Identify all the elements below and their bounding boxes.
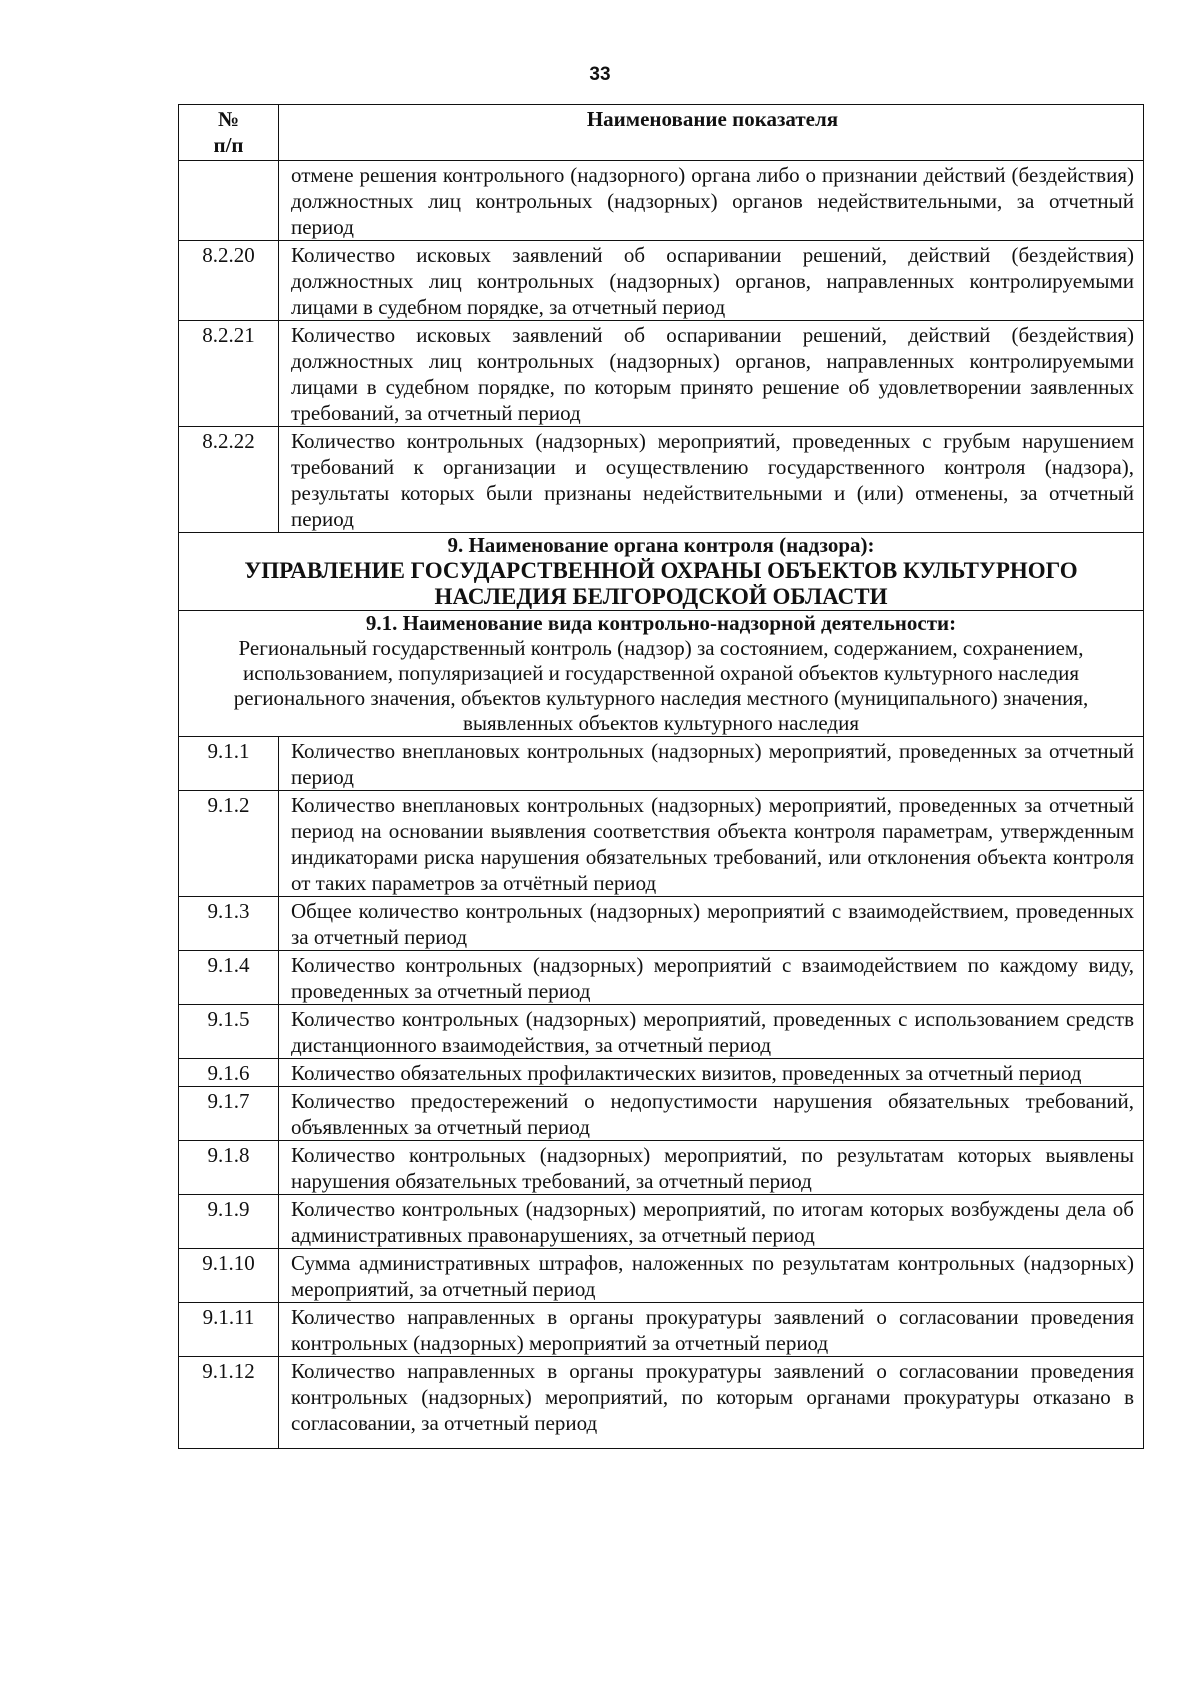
row-indicator-text: Общее количество контрольных (надзорных) мероприятий с взаимодействием, проведенных за отчетный период <box>279 897 1144 951</box>
row-indicator-text: Сумма административных штрафов, наложенных по результатам контрольных (надзорных) мероприятий, за отчетный период <box>279 1249 1144 1303</box>
table-row <box>179 321 1144 427</box>
row-indicator-text: Количество контрольных (надзорных) мероприятий с взаимодействием по каждому виду, проведенных за отчетный период <box>279 951 1144 1005</box>
subsection-text: Региональный государственный контроль (надзор) за состоянием, содержанием, сохранением, использованием, популяризацией и государственной охраной объектов культурного наследия регионального значения, объектов культурного наследия местного (муниципального) значения, выявленных объектов культурного наследия <box>233 636 1089 735</box>
row-indicator-text: Количество обязательных профилактических визитов, проведенных за отчетный период <box>279 1059 1144 1087</box>
row-indicator-text: Количество исковых заявлений об оспаривании решений, действий (бездействия) должностных лиц контрольных (надзорных) органов, направленных контролируемыми лицами в судебном порядке, по которым принято решение об удовлетворении заявленных требований, за отчетный период <box>279 321 1144 427</box>
section-organ-name: УПРАВЛЕНИЕ ГОСУДАРСТВЕННОЙ ОХРАНЫ ОБЪЕКТОВ КУЛЬТУРНОГО НАСЛЕДИЯ БЕЛГОРОДСКОЙ ОБЛАСТИ <box>244 558 1078 609</box>
table-row <box>179 1195 1144 1249</box>
table-row <box>179 1059 1144 1087</box>
row-number: 9.1.10 <box>179 1249 279 1303</box>
row-number: 8.2.20 <box>179 241 279 321</box>
row-number: 9.1.11 <box>179 1303 279 1357</box>
row-number: 9.1.1 <box>179 737 279 791</box>
section-title: 9. Наименование органа контроля (надзора): <box>447 533 875 557</box>
table-row <box>179 951 1144 1005</box>
table-row <box>179 1303 1144 1357</box>
table-row <box>179 791 1144 897</box>
header-name-cell: Наименование показателя <box>279 105 1144 161</box>
table-header-row <box>179 105 1144 161</box>
indicators-table-body <box>179 105 1144 1449</box>
row-indicator-text: Количество предостережений о недопустимости нарушения обязательных требований, объявленных за отчетный период <box>279 1087 1144 1141</box>
subsection-title: 9.1. Наименование вида контрольно-надзорной деятельности: <box>365 611 957 635</box>
subsection-header-row <box>179 611 1144 737</box>
row-number: 9.1.7 <box>179 1087 279 1141</box>
row-number: 9.1.6 <box>179 1059 279 1087</box>
row-number: 9.1.12 <box>179 1357 279 1449</box>
row-number <box>179 161 279 241</box>
row-number: 9.1.9 <box>179 1195 279 1249</box>
row-indicator-text: Количество внеплановых контрольных (надзорных) мероприятий, проведенных за отчетный период <box>279 737 1144 791</box>
table-row <box>179 1141 1144 1195</box>
table-row <box>179 1357 1144 1449</box>
row-number: 8.2.22 <box>179 427 279 533</box>
table-row <box>179 1249 1144 1303</box>
section-header-cell <box>179 533 1144 611</box>
table-row <box>179 897 1144 951</box>
row-indicator-text: Количество контрольных (надзорных) мероприятий, по результатам которых выявлены нарушения обязательных требований, за отчетный период <box>279 1141 1144 1195</box>
row-indicator-text: Количество контрольных (надзорных) мероприятий, проведенных с грубым нарушением требований к организации и осуществлению государственного контроля (надзора), результаты которых были признаны недействительными и (или) отменены, за отчетный период <box>279 427 1144 533</box>
row-indicator-text: Количество контрольных (надзорных) мероприятий, проведенных с использованием средств дистанционного взаимодействия, за отчетный период <box>279 1005 1144 1059</box>
table-row <box>179 427 1144 533</box>
indicators-table <box>178 104 1144 1449</box>
table-row <box>179 161 1144 241</box>
table-row <box>179 1087 1144 1141</box>
row-indicator-text: Количество контрольных (надзорных) мероприятий, по итогам которых возбуждены дела об административных правонарушениях, за отчетный период <box>279 1195 1144 1249</box>
table-row <box>179 737 1144 791</box>
table-row <box>179 241 1144 321</box>
row-number: 9.1.3 <box>179 897 279 951</box>
subsection-header-cell <box>179 611 1144 737</box>
row-number: 9.1.5 <box>179 1005 279 1059</box>
row-indicator-text: Количество внеплановых контрольных (надзорных) мероприятий, проведенных за отчетный период на основании выявления соответствия объекта контроля параметрам, утвержденным индикаторами риска нарушения обязательных требований, или отклонения объекта контроля от таких параметров за отчётный период <box>279 791 1144 897</box>
page-number: 33 <box>589 64 611 85</box>
row-indicator-text: Количество направленных в органы прокуратуры заявлений о согласовании проведения контрольных (надзорных) мероприятий, по которым органами прокуратуры отказано в согласовании, за отчетный период <box>279 1357 1144 1449</box>
row-number: 9.1.2 <box>179 791 279 897</box>
row-indicator-text: Количество направленных в органы прокуратуры заявлений о согласовании проведения контрольных (надзорных) мероприятий за отчетный период <box>279 1303 1144 1357</box>
row-indicator-text: отмене решения контрольного (надзорного) органа либо о признании действий (бездействия) должностных лиц контрольных (надзорных) органов недействительными, за отчетный период <box>279 161 1144 241</box>
row-number: 9.1.4 <box>179 951 279 1005</box>
row-indicator-text: Количество исковых заявлений об оспаривании решений, действий (бездействия) должностных лиц контрольных (надзорных) органов, направленных контролируемыми лицами в судебном порядке, за отчетный период <box>279 241 1144 321</box>
header-number-cell: № п/п <box>179 105 279 161</box>
section-header-row <box>179 533 1144 611</box>
row-number: 8.2.21 <box>179 321 279 427</box>
table-row <box>179 1005 1144 1059</box>
row-number: 9.1.8 <box>179 1141 279 1195</box>
